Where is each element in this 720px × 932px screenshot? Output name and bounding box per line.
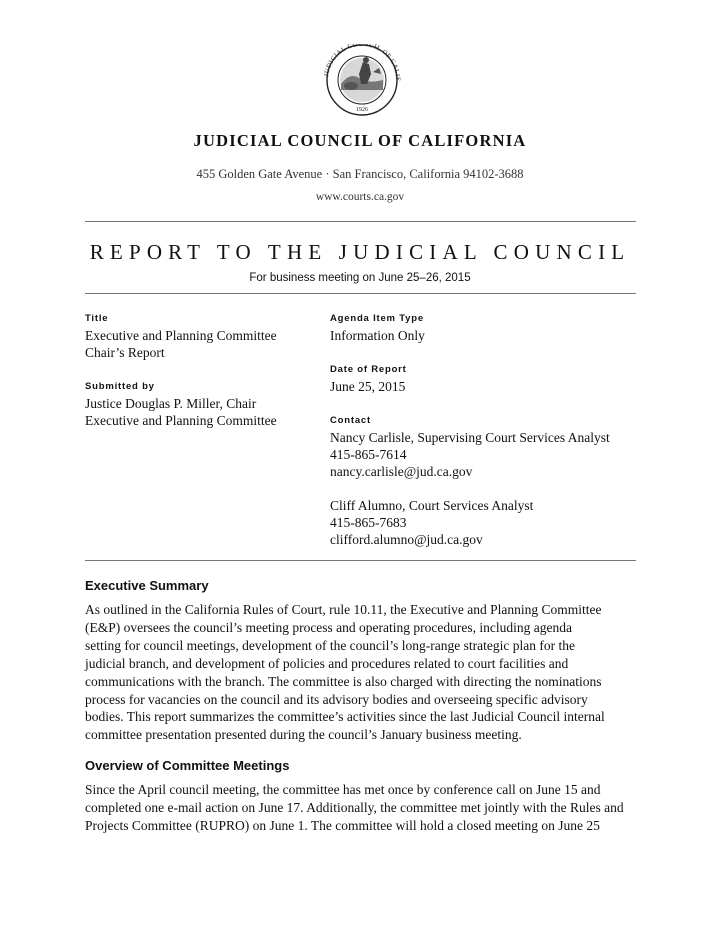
submitted-line: Justice Douglas P. Miller, Chair <box>85 396 257 411</box>
contact-label: Contact <box>330 415 371 426</box>
header-divider <box>85 221 636 222</box>
paragraph-line: As outlined in the California Rules of Court, rule 10.11, the Executive and Planning Committee <box>85 602 602 617</box>
paragraph-line: setting for council meetings, development of the council’s long-range strategic plan for the <box>85 637 575 653</box>
meeting-date: For business meeting on June 25–26, 2015 <box>249 272 471 284</box>
paragraph-line: completed one e-mail action on June 17. Additionally, the committee met jointly with the Rules and <box>85 799 624 815</box>
seal-year: 1926 <box>356 107 368 113</box>
paragraph-line: committee presentation presented during the council’s January business meeting. <box>85 727 522 743</box>
paragraph-line: Since the April council meeting, the committee has met once by conference call on June 15 and <box>85 782 601 797</box>
contact-name: Nancy Carlisle, Supervising Court Services Analyst <box>330 430 610 445</box>
submitted-by-value <box>85 395 325 429</box>
seal-ring-text: JUDICIAL COUNCIL OF CALIF <box>323 44 402 82</box>
contact-primary <box>330 429 640 480</box>
title-divider <box>85 293 636 294</box>
organization-name: JUDICIAL COUNCIL OF CALIFORNIA <box>193 131 527 150</box>
date-of-report-label: Date of Report <box>330 364 407 375</box>
title-value <box>85 327 325 361</box>
contact-email: nancy.carlisle@jud.ca.gov <box>330 464 473 479</box>
executive-summary-heading: Executive Summary <box>85 578 209 593</box>
title-line: Executive and Planning Committee <box>85 328 277 343</box>
overview-paragraph <box>85 781 645 835</box>
report-title: REPORT TO THE JUDICIAL COUNCIL <box>89 240 631 264</box>
agenda-item-type-label: Agenda Item Type <box>330 313 424 324</box>
contact-name: Cliff Alumno, Court Services Analyst <box>330 498 534 513</box>
organization-address: 455 Golden Gate Avenue · San Francisco, California 94102-3688 <box>196 167 524 181</box>
details-left-column <box>85 313 325 429</box>
organization-website: www.courts.ca.gov <box>315 191 405 203</box>
submitted-line: Executive and Planning Committee <box>85 413 277 428</box>
overview-heading: Overview of Committee Meetings <box>85 758 290 773</box>
executive-summary-paragraph <box>85 601 645 744</box>
contact-phone: 415-865-7614 <box>330 447 407 462</box>
paragraph-line: process for vacancies on the council and its advisory bodies and overseeing specific advisory <box>85 691 588 707</box>
details-right-column <box>330 313 640 548</box>
paragraph-line: (E&P) oversees the council’s meeting process and operating procedures, including agenda <box>85 619 572 635</box>
paragraph-line: Projects Committee (RUPRO) on June 1. The committee will hold a closed meeting on June 25 <box>85 817 600 833</box>
details-divider <box>85 560 636 561</box>
contact-secondary <box>330 497 640 548</box>
paragraph-line: judicial branch, and development of policies and procedures related to court facilities and <box>85 655 569 671</box>
date-of-report-value: June 25, 2015 <box>330 379 406 394</box>
paragraph-line: bodies. This report summarizes the committee’s activities since the last Judicial Council internal <box>85 709 605 725</box>
contact-phone: 415-865-7683 <box>330 515 407 530</box>
contact-email: clifford.alumno@jud.ca.gov <box>330 532 483 547</box>
agenda-item-type-value: Information Only <box>330 328 425 343</box>
submitted-by-label: Submitted by <box>85 381 155 392</box>
judicial-council-seal <box>317 44 407 116</box>
seal-icon <box>317 44 407 116</box>
paragraph-line: communications with the branch. The committee is also charged with directing the nominations <box>85 673 602 689</box>
title-line: Chair’s Report <box>85 345 165 360</box>
title-label: Title <box>85 313 109 324</box>
